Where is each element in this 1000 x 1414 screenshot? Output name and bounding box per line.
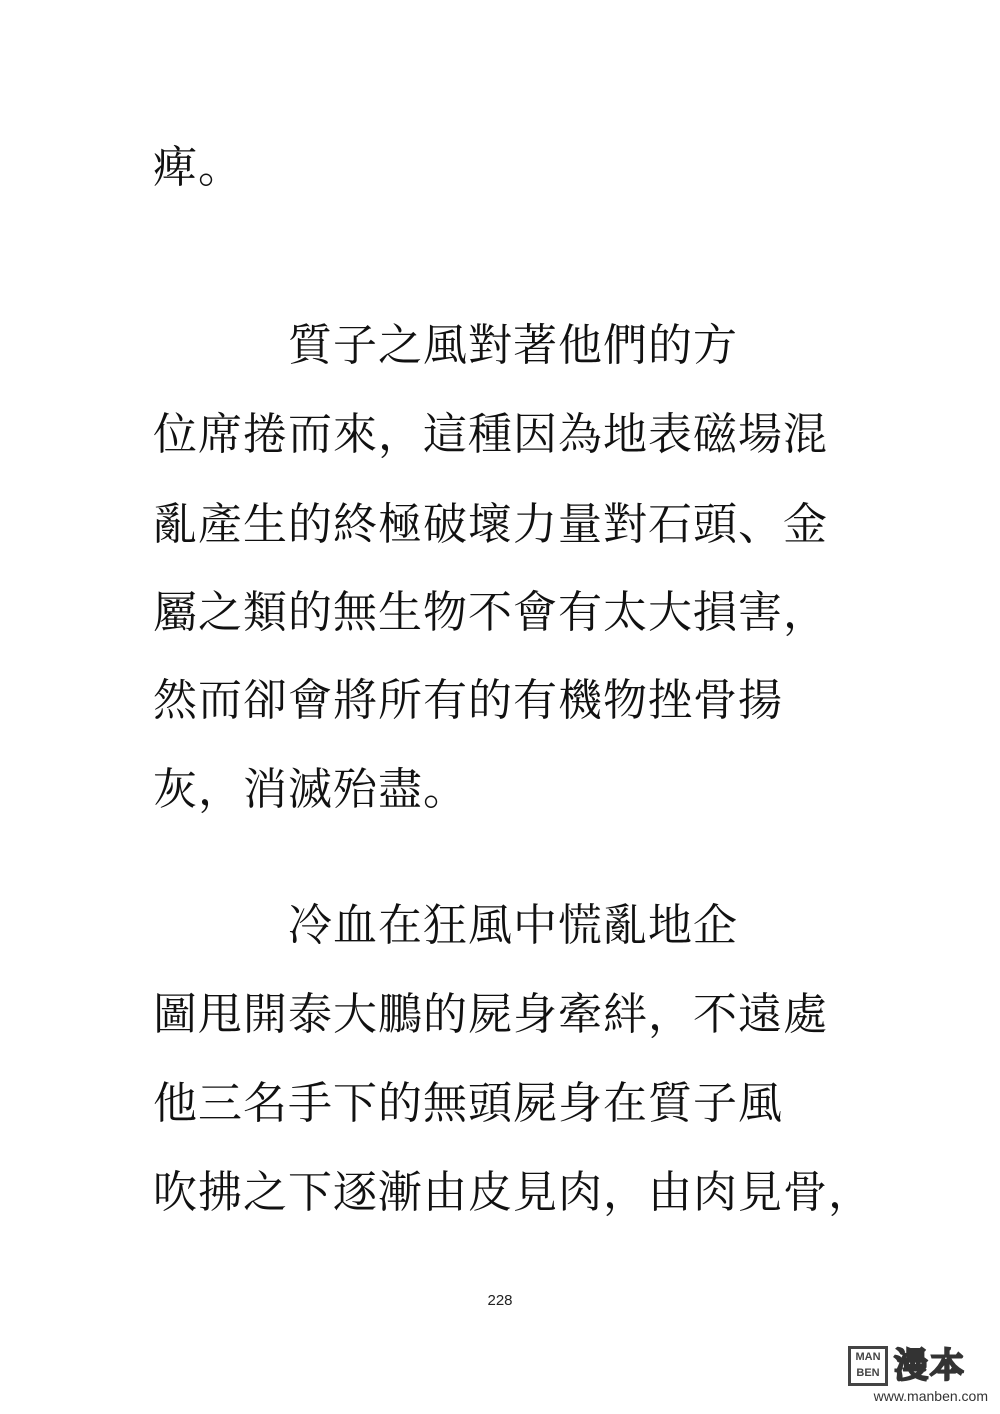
text-line: 冷血在狂風中慌亂地企 xyxy=(153,900,738,951)
text-line: 位席捲而來，這種因為地表磁場混 xyxy=(153,409,828,460)
logo-url: www.manben.com xyxy=(873,1388,988,1404)
text-line: 吹拂之下逐漸由皮見肉，由肉見骨， xyxy=(153,1167,873,1218)
logo-mark-top: MAN xyxy=(855,1351,881,1363)
page-number: 228 xyxy=(487,1292,513,1309)
text-line: 屬之類的無生物不會有太大損害， xyxy=(153,587,828,638)
text-line: 質子之風對著他們的方 xyxy=(153,320,738,371)
text-line: 灰，消滅殆盡。 xyxy=(153,764,468,815)
text-line: 痺。 xyxy=(153,142,243,193)
logo-name: 漫本 xyxy=(894,1346,966,1386)
watermark-logo xyxy=(848,1346,988,1406)
text-line: 然而卻會將所有的有機物挫骨揚 xyxy=(153,675,783,726)
logo-mark-bottom: BEN xyxy=(856,1367,880,1379)
text-line: 他三名手下的無頭屍身在質子風 xyxy=(153,1078,783,1129)
text-line: 亂產生的終極破壞力量對石頭、金 xyxy=(153,499,828,550)
text-line: 圖甩開泰大鵬的屍身牽絆，不遠處 xyxy=(153,989,828,1040)
logo-mark xyxy=(848,1346,888,1386)
